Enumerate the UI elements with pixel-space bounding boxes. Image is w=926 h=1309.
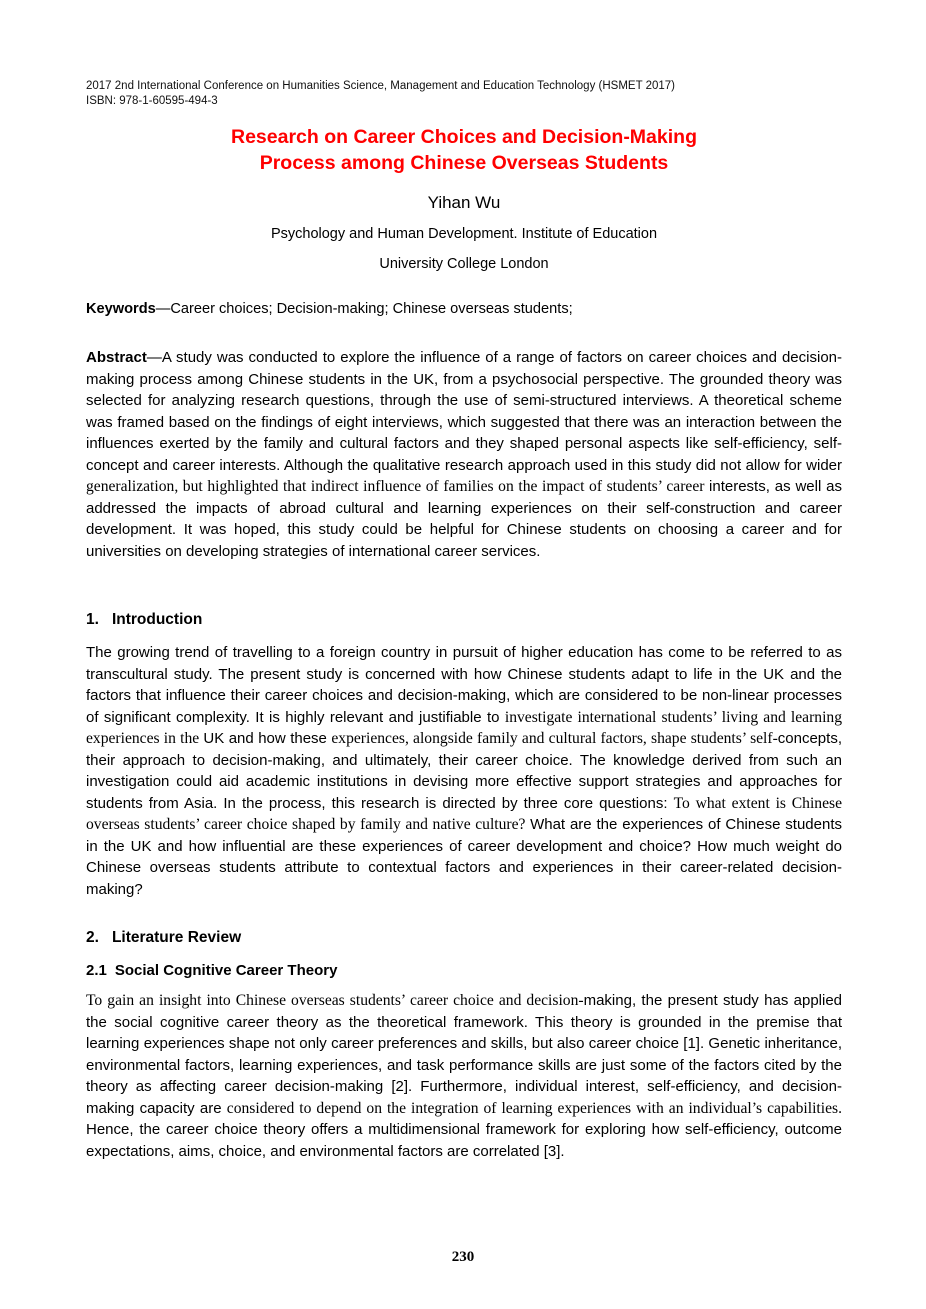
section-title: Literature Review — [111, 929, 242, 946]
intro-segment: What are the experiences of Chinese students in the UK and how influential are these experiences of career development and choice? How much weight do Chinese overseas students attribute to contextual factors and experiences in their career-related decision-making? — [86, 816, 842, 898]
author-name: Yihan Wu — [427, 193, 501, 212]
paper-title-line-2: Process among Chinese Overseas Students — [259, 152, 669, 174]
intro-segment: concepts, their approach to decision-making, and ultimately, their career choice. The knowledge derived from such an investigation could aid academic institutions in devising more effective support strategies and approaches for students from Asia. In the process, this research is directed by three core questions: — [86, 730, 842, 812]
paper-title-line-1: Research on Career Choices and Decision-Making — [231, 126, 697, 148]
keywords-text: —Career choices; Decision-making; Chinese overseas students; — [155, 301, 573, 317]
conference-title-line: 2017 2nd International Conference on Humanities Science, Management and Education Technology (HSMET 2017) — [86, 80, 675, 92]
section-heading-literature-review — [86, 926, 842, 950]
intro-segment: The growing trend of travelling to a foreign country in pursuit of higher education has come to be referred to as transcultural study. The present study is concerned with how Chinese students adapt to life in the UK and the factors that influence their career choices and decision-making, which are considered to be non-linear processes of significant complexity. It is highly relevant and justifiable to — [86, 644, 842, 726]
page-number: 230 — [451, 1249, 475, 1265]
intro-segment-serif: experiences, alongside family and cultural factors, shape students’ self- — [331, 730, 778, 747]
introduction-paragraph — [86, 642, 842, 900]
abstract-segment: —A study was conducted to explore the influence of a range of factors on career choices and decision-making process among Chinese students in the UK, from a psychosocial perspective. The grounded theory was selected for analyzing research questions, through the use of semi-structured interviews. A theoretical scheme was framed based on the findings of eight interviews, which suggested that there was an interaction between the influences exerted by the family and cultural factors and they shaped personal aspects like self-efficiency, self-concept and career interests. Although the qualitative research approach used in this study did not allow for wider — [86, 349, 842, 474]
conference-header — [86, 79, 842, 109]
subsection-heading-scct — [86, 960, 842, 981]
keywords-line — [86, 299, 842, 319]
abstract-label: Abstract — [86, 349, 147, 366]
intro-segment: UK and how these — [203, 730, 332, 747]
affiliation-university: University College London — [379, 256, 549, 272]
abstract-paragraph — [86, 347, 842, 562]
literature-segment-serif: considered to depend on the integration of learning experiences with an individual’s capabilities. — [226, 1099, 842, 1117]
literature-segment-serif: To gain an insight into Chinese overseas students’ career choice and decision- — [86, 992, 584, 1009]
abstract-segment-serif: generalization, but highlighted that indirect influence of families on the impact of students’ career — [86, 478, 710, 495]
subsection-number: 2.1 — [86, 962, 107, 979]
paper-title — [86, 124, 842, 176]
abstract-segment: interests, as well as addressed the impacts of abroad cultural and learning experiences on their self-construction and career development. It was hoped, this study could be helpful for Chinese students on choosing a career and for universities on developing strategies of international career services. — [86, 478, 843, 560]
affiliation-department: Psychology and Human Development. Institute of Education — [270, 226, 658, 242]
intro-segment-serif: To what extent is Chinese overseas students’ career choice shaped by family and native culture? — [86, 794, 842, 833]
isbn-line: ISBN: 978-1-60595-494-3 — [86, 95, 218, 107]
section-title: Introduction — [111, 611, 203, 628]
subsection-title: Social Cognitive Career Theory — [114, 962, 338, 979]
intro-segment-serif: investigate international students’ living and learning experiences in the — [86, 708, 843, 747]
section-number: 1. — [86, 611, 99, 628]
literature-paragraph — [86, 990, 842, 1162]
literature-segment: Hence, the career choice theory offers a multidimensional framework for exploring how self-efficiency, outcome expectations, aims, choice, and environmental factors are correlated [3]. — [86, 1121, 842, 1160]
section-heading-introduction — [86, 608, 842, 632]
section-number: 2. — [86, 929, 99, 946]
keywords-label: Keywords — [86, 301, 156, 317]
literature-segment: making, the present study has applied the social cognitive career theory as the theoretical framework. This theory is grounded in the premise that learning experiences shape not only career preferences and skills, but also career choice [1]. Genetic inheritance, environmental factors, learning experiences, and task performance skills are just some of the factors cited by the theory as affecting career decision-making [2]. Furthermore, individual interest, self-efficiency, and decision-making capacity are — [86, 992, 843, 1117]
